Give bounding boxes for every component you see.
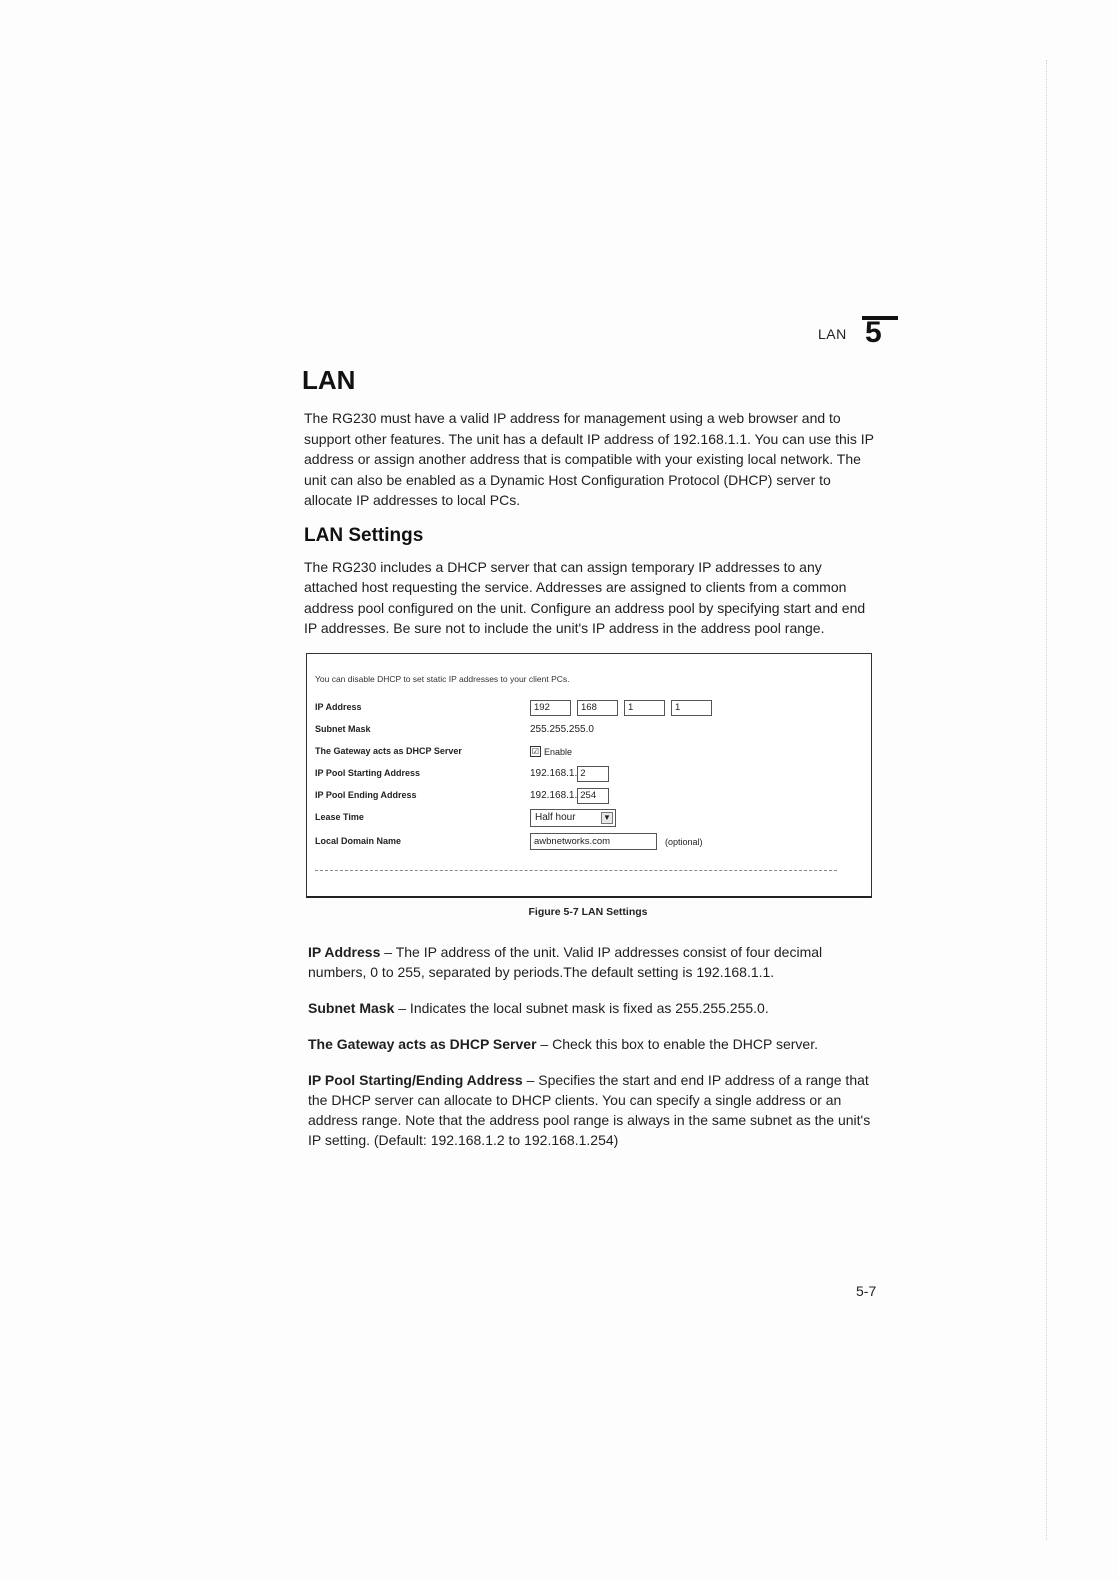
pool-end-prefix: 192.168.1. [530,790,578,801]
gateway-dhcp-control [530,742,572,762]
pool-end-label: IP Pool Ending Address [315,789,417,800]
lease-time-row [315,808,863,828]
desc-term: Subnet Mask [308,999,395,1016]
pool-start-row [315,764,863,784]
pool-start-label: IP Pool Starting Address [315,767,421,778]
pool-start-input[interactable]: 2 [577,766,609,782]
pool-end-control [530,786,609,806]
subnet-mask-value: 255.255.255.0 [530,724,594,735]
desc-text: – The IP address of the unit. Valid IP addresses consist of four decimal numbers, 0 to 255, separated by periods.The default setting is 192.168.1.1. [308,943,823,980]
local-domain-label: Local Domain Name [315,835,402,846]
desc-term: IP Pool Starting/Ending Address [308,1071,523,1088]
page-edge-divider [1046,60,1047,1540]
chevron-down-icon: ▼ [601,812,613,824]
intro-paragraph: The RG230 must have a valid IP address for management using a web browser and to support other features. The unit has a default IP address of 192.168.1.1. You can use this IP address or assign another address that is compatible with your existing local network. The unit can also be enabled as a Dynamic Host Configuration Protocol (DHCP) server to allocate IP addresses to local PCs. [304,410,874,508]
pool-end-row [315,786,863,806]
settings-paragraph: The RG230 includes a DHCP server that can assign temporary IP addresses to any attached host requesting the service. Addresses are assigned to clients from a common address pool configured on the unit. Configure an address pool by specifying start and end IP addresses. Be sure not to include the unit's IP address in the address pool range. [304,558,866,636]
desc-text: – Specifies the start and end IP address of a range that the DHCP server can allocate to DHCP clients. You can specify a single address or an address range. Note that the address pool range is always in the same subnet as the unit's IP setting. (Default: 192.168.1.2 to 192.168.1.254) [308,1071,871,1148]
local-domain-hint: (optional) [665,836,703,847]
page-number: 5-7 [856,1283,877,1299]
subnet-mask-label: Subnet Mask [315,723,371,734]
gateway-dhcp-row [315,742,863,762]
figure-divider [315,870,837,871]
section-title: LAN [302,365,356,395]
local-domain-control [530,832,703,852]
ip-address-label: IP Address [315,701,362,712]
dhcp-enable-label: Enable [544,746,573,757]
desc-text: – Check this box to enable the DHCP server. [536,1035,818,1052]
pool-end-input[interactable]: 254 [577,788,609,804]
ip-octet-4[interactable]: 1 [671,700,712,716]
lease-time-label: Lease Time [315,811,364,822]
lan-settings-figure [306,653,872,898]
desc-gateway-dhcp [308,1034,874,1054]
subsection-title: LAN Settings [304,524,424,546]
lease-time-control [530,808,616,828]
subnet-mask-row [315,720,863,740]
main-content [302,365,874,1166]
desc-text: – Indicates the local subnet mask is fixed as 255.255.255.0. [394,999,769,1016]
local-domain-input[interactable]: awbnetworks.com [530,833,657,850]
pool-start-prefix: 192.168.1. [530,768,578,779]
dhcp-enable-checkbox[interactable]: ☑ [531,747,540,756]
ip-octet-1[interactable]: 192 [530,700,571,716]
lease-time-select[interactable] [530,809,616,827]
ip-address-fields [530,698,718,718]
ip-octet-3[interactable]: 1 [624,700,665,716]
ip-address-row [315,698,863,718]
figure-intro-text: You can disable DHCP to set static IP addresses to your client PCs. [315,673,570,684]
desc-subnet-mask [308,998,874,1018]
desc-ip-address [308,942,874,982]
pool-start-control [530,764,609,784]
running-header [810,318,900,348]
chapter-number: 5 [865,316,882,349]
desc-term: IP Address [308,943,381,960]
desc-term: The Gateway acts as DHCP Server [308,1035,537,1052]
figure-caption: Figure 5-7 LAN Settings [528,905,648,918]
header-label: LAN [818,326,847,342]
local-domain-row [315,832,863,852]
lease-time-selected: Half hour [535,811,576,823]
desc-ip-pool [308,1070,874,1150]
ip-octet-2[interactable]: 168 [577,700,618,716]
gateway-dhcp-label: The Gateway acts as DHCP Server [315,745,462,756]
